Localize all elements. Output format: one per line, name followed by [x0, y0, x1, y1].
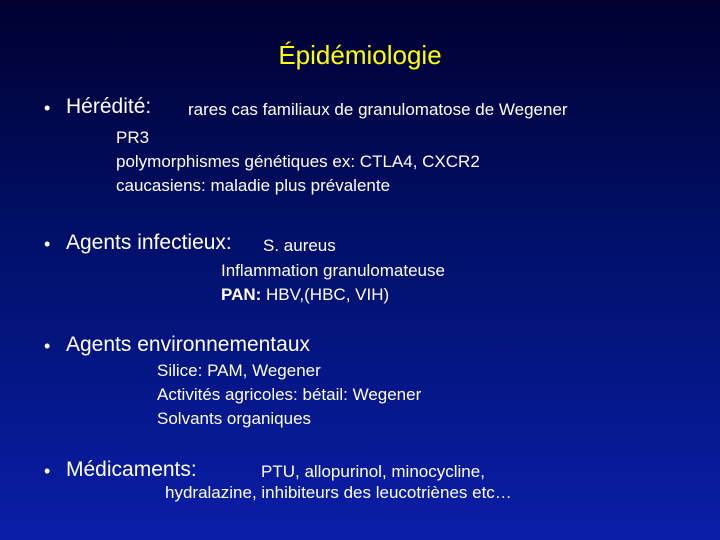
pan-value: HBV,(HBC, VIH) [261, 285, 390, 304]
medicaments-line: hydralazine, inhibiteurs des leucotriènes etc… [165, 483, 512, 502]
infectieux-heading: Agents infectieux: [66, 231, 232, 254]
medicaments-inline: PTU, allopurinol, minocycline, [261, 462, 485, 481]
pan-line [221, 284, 389, 306]
heredite-inline: rares cas familiaux de granulomatose de Wegener [188, 100, 568, 119]
pan-label: PAN: [221, 285, 262, 304]
slide-title: Épidémiologie [278, 40, 442, 70]
environnement-heading: Agents environnementaux [66, 333, 310, 356]
bullet-icon: • [44, 461, 51, 481]
heredite-line: polymorphismes génétiques ex: CTLA4, CXCR2 [116, 152, 480, 171]
heredite-heading: Hérédité: [66, 95, 152, 118]
environnement-line: Activités agricoles: bétail: Wegener [157, 385, 422, 404]
infectieux-line: Inflammation granulomateuse [221, 261, 445, 280]
heredite-line: caucasiens: maladie plus prévalente [116, 176, 391, 195]
infectieux-inline: S. aureus [263, 236, 336, 255]
bullet-icon: • [44, 98, 51, 118]
heredite-line: PR3 [116, 128, 150, 147]
medicaments-heading: Médicaments: [66, 458, 197, 481]
bullet-icon: • [44, 336, 51, 356]
environnement-line: Solvants organiques [157, 409, 312, 428]
environnement-line: Silice: PAM, Wegener [157, 361, 321, 380]
bullet-icon: • [44, 234, 51, 254]
